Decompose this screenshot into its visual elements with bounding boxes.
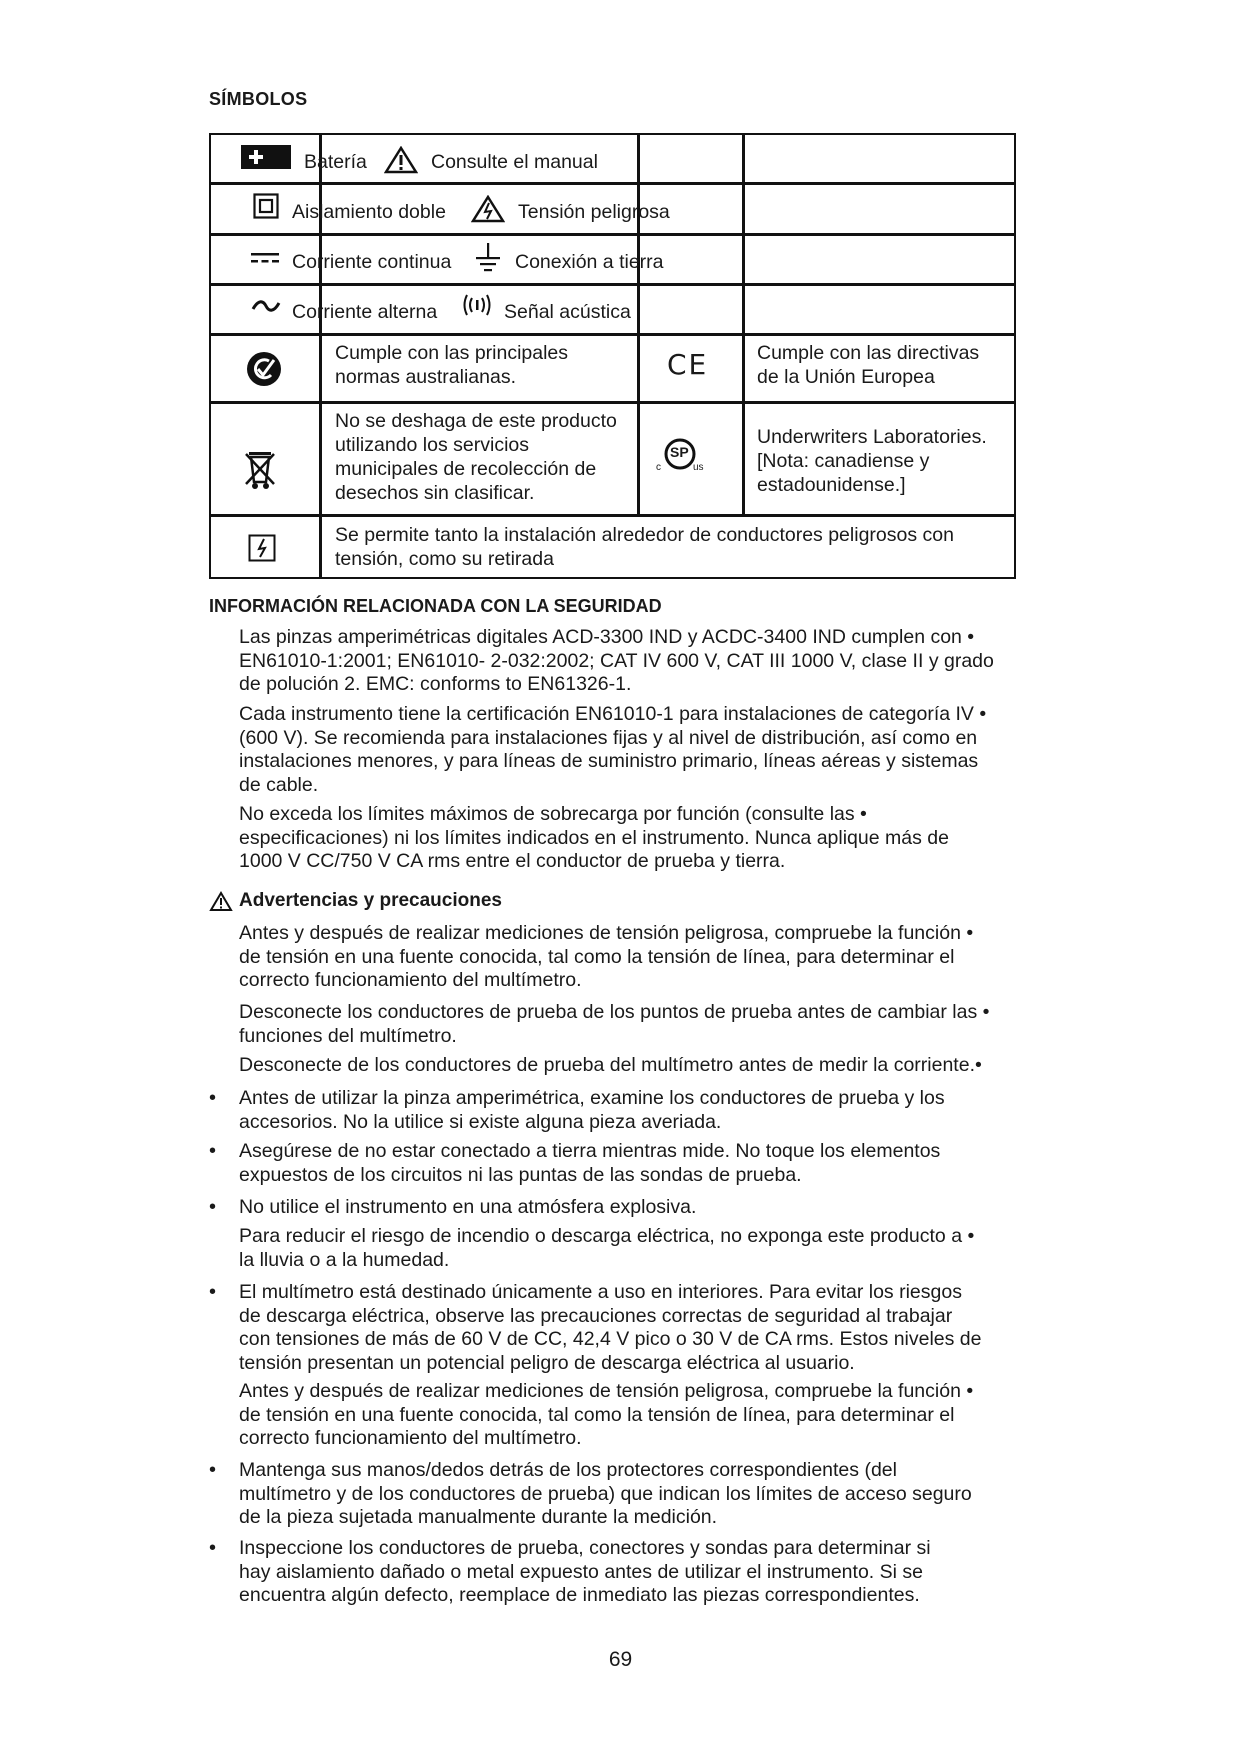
australian-text	[335, 341, 568, 389]
eu-line: de la Unión Europea	[757, 366, 935, 388]
bullet: •	[209, 1087, 217, 1109]
text-line: de descarga eléctrica, observe las precauciones correctas de seguridad al trabajar	[239, 1304, 953, 1327]
live-conductor-text	[335, 523, 954, 571]
direct-current-label: Corriente continua	[292, 251, 452, 273]
dangerous-voltage-label: Tensión peligrosa	[518, 201, 670, 223]
text-line: Antes de utilizar la pinza amperimétrica, examine los conductores de prueba y los	[239, 1087, 945, 1109]
acoustic-signal-icon	[461, 293, 495, 317]
symbols-table	[209, 133, 1016, 579]
warning-item	[239, 1054, 1039, 1078]
text-line: No exceda los límites máximos de sobrecarga por función (consulte las •	[239, 803, 867, 825]
disposal-line: No se deshaga de este producto	[335, 410, 617, 432]
text-line: funciones del multímetro.	[239, 1024, 457, 1047]
bullet: •	[209, 1537, 217, 1559]
warning-icon	[209, 891, 233, 912]
alternating-current-icon	[251, 298, 281, 314]
text-line: Antes y después de realizar mediciones de tensión peligrosa, compruebe la función •	[239, 1380, 974, 1402]
text-line: con tensiones de más de 60 V de CC, 42,4 V pico o 30 V de CA rms. Estos niveles de	[239, 1328, 982, 1351]
ul-line: [Nota: canadiense y	[757, 450, 930, 472]
eu-line: Cumple con las directivas	[757, 342, 980, 364]
text-line: Mantenga sus manos/dedos detrás de los protectores correspondientes (del	[239, 1459, 897, 1481]
text-line: hay aislamiento dañado o metal expuesto antes de utilizar el instrumento. Si se	[239, 1560, 923, 1583]
text-line: de tensión en una fuente conocida, tal como la tensión de línea, para determinar el	[239, 1403, 955, 1426]
text-line: instalaciones menores, y para líneas de suministro primario, líneas aéreas y sistemas	[239, 750, 979, 773]
text-line: Para reducir el riesgo de incendio o descarga eléctrica, no exponga este producto a •	[239, 1225, 975, 1247]
text-line: Las pinzas amperimétricas digitales ACD-3300 IND y ACDC-3400 IND cumplen con •	[239, 626, 975, 648]
text-line: Desconecte de los conductores de prueba del multímetro antes de medir la corriente.•	[239, 1054, 982, 1076]
text-line: expuestos de los circuitos ni las puntas de las sondas de prueba.	[239, 1163, 802, 1186]
warning-item	[239, 1459, 1039, 1530]
live-conductor-icon	[248, 534, 276, 562]
text-line: EN61010-1:2001; EN61010- 2-032:2002; CAT IV 600 V, CAT III 1000 V, clase II y grado	[239, 649, 994, 672]
dangerous-voltage-icon	[471, 195, 505, 223]
row-divider	[209, 233, 1014, 236]
disposal-line: desechos sin clasificar.	[335, 482, 535, 504]
page-number: 69	[608, 1648, 633, 1671]
eu-text	[757, 341, 979, 389]
bullet: •	[209, 1140, 217, 1162]
australian-line: normas australianas.	[335, 366, 517, 388]
text-line: encuentra algún defecto, reemplace de inmediato las piezas correspondientes.	[239, 1584, 920, 1607]
direct-current-icon	[251, 251, 279, 265]
acoustic-signal-label: Señal acústica	[504, 301, 631, 323]
warning-item	[239, 1537, 1039, 1608]
disposal-line: utilizando los servicios	[335, 434, 530, 456]
text-line: (600 V). Se recomienda para instalaciones fijas y al nivel de distribución, así como en	[239, 726, 978, 749]
csa-c-text: c	[656, 462, 661, 473]
text-line: Desconecte los conductores de prueba de los puntos de prueba antes de cambiar las •	[239, 1001, 990, 1023]
australian-line: Cumple con las principales	[335, 342, 569, 364]
double-insulation-icon	[253, 193, 279, 219]
battery-label: Batería	[304, 151, 367, 173]
csa-us-text: us	[693, 462, 704, 473]
bullet: •	[209, 1459, 217, 1481]
row-divider	[209, 514, 1014, 517]
text-line: de tensión en una fuente conocida, tal como la tensión de línea, para determinar el	[239, 945, 955, 968]
ctick-icon	[246, 351, 282, 387]
safety-paragraph	[239, 803, 1039, 874]
text-line: Inspeccione los conductores de prueba, conectores y sondas para determinar si	[239, 1537, 931, 1559]
csa-us-icon	[656, 437, 706, 477]
row-divider	[209, 283, 1014, 286]
row-divider	[209, 333, 1014, 336]
double-insulation-label: Aislamiento doble	[292, 201, 446, 223]
safety-paragraph	[239, 703, 1039, 797]
battery-icon	[241, 145, 291, 169]
text-line: accesorios. No la utilice si existe alguna pieza averiada.	[239, 1110, 722, 1133]
warning-item	[239, 1140, 1039, 1187]
text-line: de la pieza sujetada manualmente durante la medición.	[239, 1506, 718, 1529]
text-line: multímetro y de los conductores de prueba) que indican los límites de acceso seguro	[239, 1482, 972, 1505]
text-line: Antes y después de realizar mediciones de tensión peligrosa, compruebe la función •	[239, 922, 974, 944]
text-line: la lluvia o a la humedad.	[239, 1248, 450, 1271]
csa-mark-text: SP	[670, 444, 689, 460]
ul-line: Underwriters Laboratories.	[757, 426, 987, 448]
symbols-heading: SÍMBOLOS	[209, 89, 308, 109]
alternating-current-label: Corriente alterna	[292, 301, 438, 323]
text-line: 1000 V CC/750 V CA rms entre el conductor de prueba y tierra.	[239, 850, 786, 873]
ul-line: estadounidense.]	[757, 474, 906, 496]
ul-text	[757, 425, 987, 497]
warnings-heading: Advertencias y precauciones	[239, 890, 502, 911]
text-line: especificaciones) ni los límites indicados en el instrumento. Nunca aplique más de	[239, 826, 949, 849]
ce-mark-icon: CE	[667, 348, 709, 381]
text-line: Cada instrumento tiene la certificación EN61010-1 para instalaciones de categoría IV •	[239, 703, 987, 725]
warning-item	[239, 1001, 1039, 1048]
disposal-text	[335, 409, 617, 505]
text-line: de cable.	[239, 773, 319, 796]
manual-label: Consulte el manual	[431, 151, 598, 173]
column-divider	[319, 514, 322, 577]
warning-item	[239, 1380, 1039, 1451]
text-line: No utilice el instrumento en una atmósfera explosiva.	[239, 1196, 697, 1218]
column-divider	[637, 133, 640, 514]
live-line: Se permite tanto la instalación alrededor de conductores peligrosos con	[335, 524, 954, 546]
live-line: tensión, como su retirada	[335, 548, 554, 570]
warning-item	[239, 1196, 1039, 1220]
text-line: Asegúrese de no estar conectado a tierra mientras mide. No toque los elementos	[239, 1140, 941, 1162]
warning-item	[239, 1225, 1039, 1272]
column-divider	[742, 133, 745, 514]
warning-item	[239, 1281, 1039, 1375]
bullet: •	[209, 1196, 217, 1218]
text-line: correcto funcionamiento del multímetro.	[239, 1427, 582, 1450]
text-line: de polución 2. EMC: conforms to EN61326-1.	[239, 673, 632, 696]
text-line: correcto funcionamiento del multímetro.	[239, 969, 582, 992]
bullet: •	[209, 1281, 217, 1303]
row-divider	[209, 182, 1014, 185]
warning-item	[239, 922, 1039, 993]
text-line: El multímetro está destinado únicamente a uso en interiores. Para evitar los riesgos	[239, 1281, 962, 1303]
ground-icon	[475, 241, 501, 275]
safety-heading: INFORMACIÓN RELACIONADA CON LA SEGURIDAD	[209, 596, 662, 616]
safety-paragraph	[239, 626, 1039, 697]
weee-disposal-icon	[245, 450, 275, 492]
disposal-line: municipales de recolección de	[335, 458, 597, 480]
caution-manual-icon	[384, 146, 418, 174]
row-divider	[209, 401, 1014, 404]
ground-label: Conexión a tierra	[515, 251, 664, 273]
text-line: tensión presentan un potencial peligro de descarga eléctrica al usuario.	[239, 1351, 855, 1374]
warning-item	[239, 1087, 1039, 1134]
